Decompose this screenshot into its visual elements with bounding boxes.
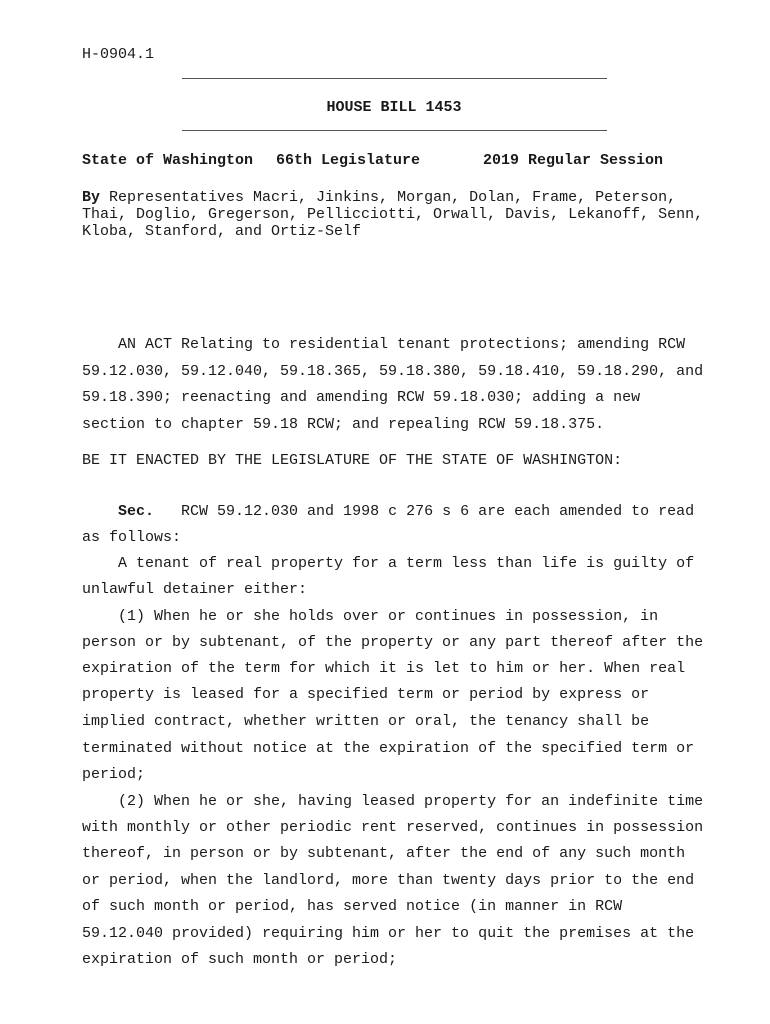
act-line: 59.18.390; reenacting and amending RCW 59.18.030; adding a new — [82, 389, 641, 406]
section-body-line: A tenant of real property for a term less than life is guilty of — [82, 555, 695, 572]
section-body-line: (1) When he or she holds over or continues in possession, in — [82, 608, 659, 625]
section-body-line: of such month or period, has served notice (in manner in RCW — [82, 898, 623, 915]
sponsors-text: Representatives Macri, Jinkins, Morgan, Dolan, Frame, Peterson, — [100, 189, 677, 206]
act-line: 59.12.030, 59.12.040, 59.18.365, 59.18.380, 59.18.410, 59.18.290, and — [82, 363, 704, 380]
section-body-line: terminated without notice at the expiration of the specified term or — [82, 740, 695, 757]
section-body-line: expiration of such month or period; — [82, 951, 398, 968]
section-body-line: property is leased for a specified term or period by express or — [82, 686, 650, 703]
act-line: AN ACT Relating to residential tenant protections; amending RCW — [82, 336, 686, 353]
section-body-line: with monthly or other periodic rent reserved, continues in possession — [82, 819, 704, 836]
section-body-line: (2) When he or she, having leased property for an indefinite time — [82, 793, 704, 810]
sponsors-line: Thai, Doglio, Gregerson, Pellicciotti, Orwall, Davis, Lekanoff, Senn, — [82, 206, 704, 223]
title-top-rule — [182, 78, 607, 79]
legislature-label: 66th Legislature — [276, 152, 421, 169]
bill-title: HOUSE BILL 1453 — [326, 99, 462, 116]
session-label: 2019 Regular Session — [483, 152, 664, 169]
section-body-line: 59.12.040 provided) requiring him or her to quit the premises at the — [82, 925, 695, 942]
section-body-line: period; — [82, 766, 146, 783]
section-label: Sec. — [118, 503, 155, 520]
section-body-line: unlawful detainer either: — [82, 581, 308, 598]
by-label: By — [82, 189, 101, 206]
sponsors-line — [82, 189, 676, 206]
section-intro: RCW 59.12.030 and 1998 c 276 s 6 are each amended to read — [154, 503, 695, 520]
document-id: H-0904.1 — [82, 46, 155, 63]
section-intro-rest: as follows: — [82, 529, 182, 546]
section-body-line: or period, when the landlord, more than twenty days prior to the end — [82, 872, 695, 889]
section-body-line: expiration of the term for which it is let to him or her. When real — [82, 660, 686, 677]
act-line: section to chapter 59.18 RCW; and repealing RCW 59.18.375. — [82, 416, 605, 433]
section-body-line: implied contract, whether written or oral, the tenancy shall be — [82, 713, 650, 730]
state-label: State of Washington — [82, 152, 254, 169]
section-heading-line — [82, 503, 694, 520]
enacting-clause: BE IT ENACTED BY THE LEGISLATURE OF THE STATE OF WASHINGTON: — [82, 452, 623, 469]
section-body-line: thereof, in person or by subtenant, after the end of any such month — [82, 845, 686, 862]
title-bottom-rule — [182, 130, 607, 131]
sponsors-line: Kloba, Stanford, and Ortiz-Self — [82, 223, 362, 240]
section-body-line: person or by subtenant, of the property or any part thereof after the — [82, 634, 704, 651]
